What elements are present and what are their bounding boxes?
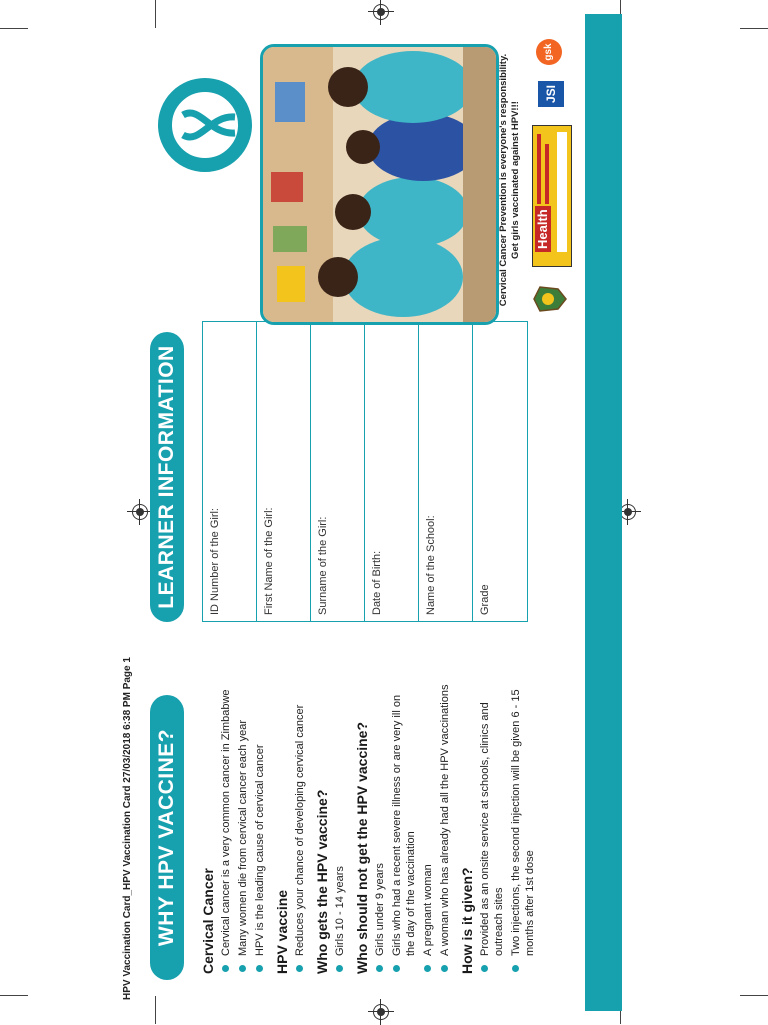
learner-information-panel	[150, 322, 528, 622]
crop-mark	[740, 995, 768, 996]
bullet-dot-icon	[441, 965, 448, 972]
crop-mark	[0, 995, 28, 996]
surname-field: Surname of the Girl:	[311, 322, 365, 621]
bullet-list	[333, 680, 347, 974]
bullet-dot-icon	[336, 965, 343, 972]
bullet-item: Girls who had a recent severe illness or are very ill on the day of the vaccination	[390, 680, 418, 974]
bullet-item: Cervical cancer is a very common cancer in Zimbabwe	[219, 680, 233, 974]
gsk-logo: gsk	[536, 39, 562, 65]
card-page	[120, 10, 580, 1010]
section-title: Who gets the HPV vaccine?	[314, 789, 330, 974]
ribbon-badge-icon	[155, 75, 255, 175]
why-hpv-title: WHY HPV VACCINE?	[150, 695, 184, 980]
bullet-item: Girls under 9 years	[373, 680, 387, 974]
cover-panel	[120, 10, 580, 325]
vaccination-scene-image	[263, 47, 496, 322]
partner-logos	[530, 25, 580, 325]
why-hpv-panel	[150, 680, 540, 980]
bullet-item: Reduces your chance of developing cervical cancer	[293, 680, 307, 974]
vaccination-photo	[260, 44, 499, 325]
logo-bar	[537, 134, 541, 204]
tagline-line-2: Get girls vaccinated against HPV!!!	[510, 101, 521, 259]
school-name-field: Name of the School:	[419, 322, 473, 621]
health-logo-text: Health	[535, 206, 551, 252]
learner-information-form	[202, 321, 528, 622]
tagline-line-1: Cervical Cancer Prevention is everyone's responsibility.	[498, 53, 509, 307]
id-number-field: ID Number of the Girl:	[203, 322, 257, 621]
bullet-dot-icon	[256, 965, 263, 972]
bullet-list	[478, 680, 537, 974]
bullet-item: A pregnant woman	[421, 680, 435, 974]
bullet-item: Many women die from cervical cancer each year	[236, 680, 250, 974]
crop-mark	[740, 28, 768, 29]
bullet-dot-icon	[393, 965, 400, 972]
print-header: HPV Vaccination Card_HPV Vaccination Card 27/03/2018 6:38 PM Page 1	[122, 657, 133, 1000]
section-title: Who should not get the HPV vaccine?	[354, 721, 370, 974]
bullet-dot-icon	[481, 965, 488, 972]
logo-strip	[557, 132, 567, 252]
bullet-dot-icon	[424, 965, 431, 972]
first-name-field: First Name of the Girl:	[257, 322, 311, 621]
bullet-list	[373, 680, 452, 974]
coat-of-arms-icon	[532, 283, 568, 315]
ministry-of-health-logo	[532, 125, 572, 267]
date-of-birth-field: Date of Birth:	[365, 322, 419, 621]
bullet-dot-icon	[376, 965, 383, 972]
learner-information-title: LEARNER INFORMATION	[150, 332, 184, 622]
bullet-dot-icon	[512, 965, 519, 972]
bullet-item: Provided as an onsite service at schools, clinics and outreach sites	[478, 680, 506, 974]
bullet-item: A woman who has already had all the HPV vaccinations	[438, 680, 452, 974]
why-hpv-content	[200, 680, 537, 980]
teal-back-panel	[585, 14, 622, 1011]
jsi-logo: JSI	[538, 81, 564, 107]
bullet-dot-icon	[296, 965, 303, 972]
crop-mark	[0, 28, 28, 29]
bullet-item: HPV is the leading cause of cervical cancer	[253, 680, 267, 974]
logo-bar	[545, 144, 549, 204]
section-title: Cervical Cancer	[200, 868, 216, 974]
prevention-tagline	[498, 35, 522, 325]
bullet-item: Girls 10 - 14 years	[333, 680, 347, 974]
section-title: HPV vaccine	[274, 889, 290, 974]
section-title: How is it given?	[459, 867, 475, 974]
bullet-item: Two injections, the second injection will be given 6 - 15 months after 1st dose	[509, 680, 537, 974]
registration-mark	[620, 504, 636, 520]
bullet-dot-icon	[239, 965, 246, 972]
bullet-list	[219, 680, 267, 974]
bullet-list	[293, 680, 307, 974]
grade-field: Grade	[479, 584, 491, 615]
bullet-dot-icon	[222, 965, 229, 972]
